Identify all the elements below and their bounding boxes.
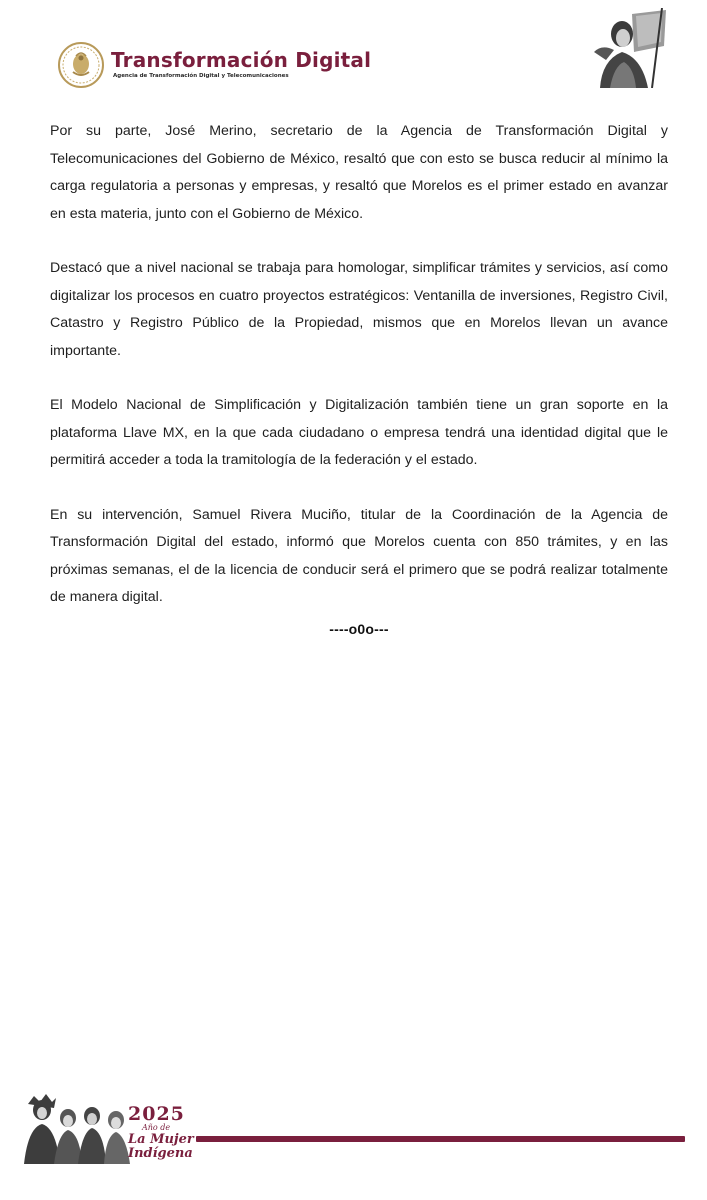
motto-line-2: Indígena xyxy=(128,1146,193,1161)
paragraph: El Modelo Nacional de Simplificación y Digitalización también tiene un gran soporte en la plataforma Llave MX, en la que cada ciudadano o empresa tendrá una identidad digital que le permitirá acceder a toda la tramitología de la federación y el estado. xyxy=(50,397,668,468)
letterhead xyxy=(0,0,707,100)
paragraph: Destacó que a nivel nacional se trabaja para homologar, simplificar trámites y servicios, así como digitalizar los procesos en cuatro proyectos estratégicos: Ventanilla de inversiones, Registro Civil, Catastro y Registro Público de la Propiedad, mismos que en Morelos llevan un avance importante. xyxy=(50,260,668,359)
brand-subtitle: Agencia de Transformación Digital y Telecomunicaciones xyxy=(113,73,289,79)
motto-line-1: La Mujer xyxy=(128,1132,194,1147)
paragraph: En su intervención, Samuel Rivera Muciño, titular de la Coordinación de la Agencia de Transformación Digital del estado, informó que Morelos cuenta con 850 trámites, y en las próximas semanas, el de la licencia de conducir será el primero que se podrá realizar totalmente de manera digital. xyxy=(50,506,668,605)
closing-mark: ----o0o--- xyxy=(329,620,389,637)
year-subtitle: Año de xyxy=(142,1123,171,1132)
brand-block xyxy=(111,48,371,80)
year-number: 2025 xyxy=(128,1103,185,1125)
year-motto xyxy=(128,1104,200,1161)
indigenous-women-illustration-icon xyxy=(20,1094,130,1164)
brand-title: Transformación Digital xyxy=(111,48,372,72)
heroine-flag-illustration-icon xyxy=(592,8,670,88)
mexico-government-seal-icon xyxy=(58,42,104,88)
footer-divider xyxy=(196,1136,685,1142)
paragraph: Por su parte, José Merino, secretario de la Agencia de Transformación Digital y Telecomunicaciones del Gobierno de México, resaltó que con esto se busca reducir al mínimo la carga regulatoria a personas y empresas, y resaltó que Morelos es el primer estado en avanzar en esta materia, junto con el Gobierno de México. xyxy=(50,123,668,222)
press-release-body xyxy=(50,118,668,639)
